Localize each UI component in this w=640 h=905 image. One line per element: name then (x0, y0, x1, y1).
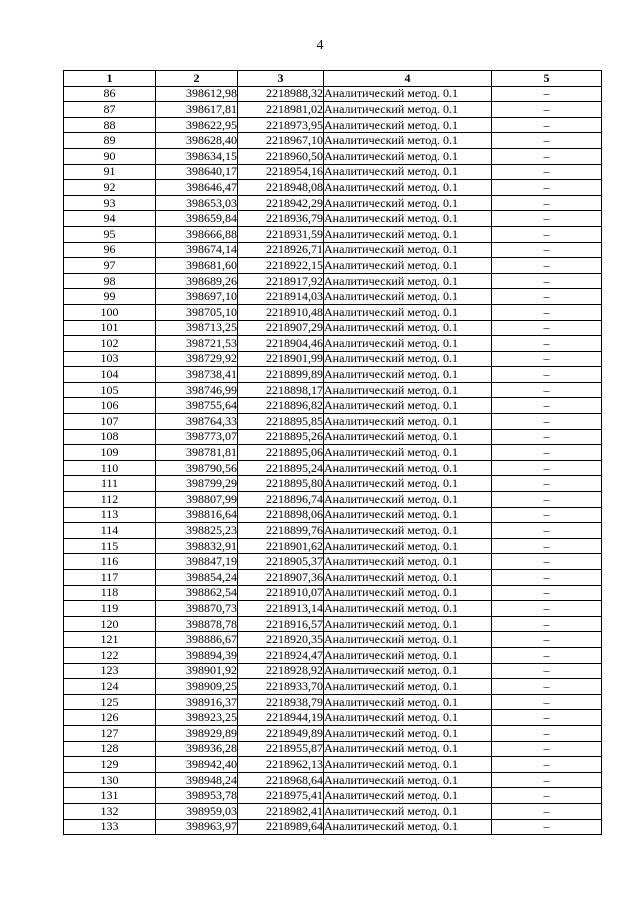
point-number-cell: 125 (64, 694, 156, 710)
method-cell: Аналитический метод. 0.1 (324, 788, 492, 804)
note-cell: – (492, 679, 602, 695)
x-coordinate-cell: 398816,64 (156, 507, 238, 523)
column-header-5: 5 (492, 71, 602, 87)
note-cell: – (492, 148, 602, 164)
x-coordinate-cell: 398738,41 (156, 367, 238, 383)
table-body (64, 86, 602, 835)
method-cell: Аналитический метод. 0.1 (324, 819, 492, 835)
y-coordinate-cell: 2218914,03 (238, 289, 324, 305)
method-cell: Аналитический метод. 0.1 (324, 398, 492, 414)
point-number-cell: 107 (64, 414, 156, 430)
y-coordinate-cell: 2218924,47 (238, 647, 324, 663)
point-number-cell: 110 (64, 460, 156, 476)
table-row (64, 710, 602, 726)
x-coordinate-cell: 398832,91 (156, 538, 238, 554)
x-coordinate-cell: 398799,29 (156, 476, 238, 492)
table-row (64, 398, 602, 414)
y-coordinate-cell: 2218936,79 (238, 211, 324, 227)
column-header-3: 3 (238, 71, 324, 87)
y-coordinate-cell: 2218949,89 (238, 725, 324, 741)
note-cell: – (492, 492, 602, 508)
y-coordinate-cell: 2218910,48 (238, 304, 324, 320)
method-cell: Аналитический метод. 0.1 (324, 663, 492, 679)
point-number-cell: 96 (64, 242, 156, 258)
y-coordinate-cell: 2218913,14 (238, 601, 324, 617)
table-row (64, 492, 602, 508)
y-coordinate-cell: 2218975,41 (238, 788, 324, 804)
point-number-cell: 131 (64, 788, 156, 804)
point-number-cell: 99 (64, 289, 156, 305)
table-row (64, 757, 602, 773)
point-number-cell: 111 (64, 476, 156, 492)
x-coordinate-cell: 398909,25 (156, 679, 238, 695)
table-row (64, 414, 602, 430)
note-cell: – (492, 195, 602, 211)
y-coordinate-cell: 2218907,29 (238, 320, 324, 336)
column-header-4: 4 (324, 71, 492, 87)
table-row (64, 211, 602, 227)
x-coordinate-cell: 398854,24 (156, 570, 238, 586)
method-cell: Аналитический метод. 0.1 (324, 725, 492, 741)
table-header-row (64, 71, 602, 87)
note-cell: – (492, 585, 602, 601)
table-row (64, 523, 602, 539)
method-cell: Аналитический метод. 0.1 (324, 164, 492, 180)
y-coordinate-cell: 2218916,57 (238, 616, 324, 632)
point-number-cell: 121 (64, 632, 156, 648)
note-cell: – (492, 351, 602, 367)
column-header-2: 2 (156, 71, 238, 87)
table-row (64, 367, 602, 383)
method-cell: Аналитический метод. 0.1 (324, 492, 492, 508)
table-row (64, 570, 602, 586)
table-row (64, 117, 602, 133)
note-cell: – (492, 554, 602, 570)
note-cell: – (492, 601, 602, 617)
point-number-cell: 117 (64, 570, 156, 586)
x-coordinate-cell: 398628,40 (156, 133, 238, 149)
y-coordinate-cell: 2218896,74 (238, 492, 324, 508)
x-coordinate-cell: 398790,56 (156, 460, 238, 476)
y-coordinate-cell: 2218898,17 (238, 382, 324, 398)
note-cell: – (492, 367, 602, 383)
method-cell: Аналитический метод. 0.1 (324, 601, 492, 617)
note-cell: – (492, 570, 602, 586)
table-row (64, 148, 602, 164)
table-row (64, 273, 602, 289)
method-cell: Аналитический метод. 0.1 (324, 632, 492, 648)
method-cell: Аналитический метод. 0.1 (324, 133, 492, 149)
note-cell: – (492, 289, 602, 305)
y-coordinate-cell: 2218942,29 (238, 195, 324, 211)
table-row (64, 585, 602, 601)
y-coordinate-cell: 2218904,46 (238, 336, 324, 352)
table-row (64, 304, 602, 320)
x-coordinate-cell: 398870,73 (156, 601, 238, 617)
note-cell: – (492, 445, 602, 461)
note-cell: – (492, 429, 602, 445)
x-coordinate-cell: 398847,19 (156, 554, 238, 570)
note-cell: – (492, 414, 602, 430)
y-coordinate-cell: 2218898,06 (238, 507, 324, 523)
table-row (64, 616, 602, 632)
method-cell: Аналитический метод. 0.1 (324, 803, 492, 819)
x-coordinate-cell: 398689,26 (156, 273, 238, 289)
y-coordinate-cell: 2218955,87 (238, 741, 324, 757)
point-number-cell: 109 (64, 445, 156, 461)
method-cell: Аналитический метод. 0.1 (324, 538, 492, 554)
method-cell: Аналитический метод. 0.1 (324, 226, 492, 242)
note-cell: – (492, 647, 602, 663)
x-coordinate-cell: 398697,10 (156, 289, 238, 305)
method-cell: Аналитический метод. 0.1 (324, 211, 492, 227)
table-row (64, 258, 602, 274)
method-cell: Аналитический метод. 0.1 (324, 414, 492, 430)
point-number-cell: 112 (64, 492, 156, 508)
x-coordinate-cell: 398634,15 (156, 148, 238, 164)
point-number-cell: 133 (64, 819, 156, 835)
point-number-cell: 124 (64, 679, 156, 695)
y-coordinate-cell: 2218928,92 (238, 663, 324, 679)
y-coordinate-cell: 2218926,71 (238, 242, 324, 258)
x-coordinate-cell: 398755,64 (156, 398, 238, 414)
point-number-cell: 114 (64, 523, 156, 539)
note-cell: – (492, 632, 602, 648)
y-coordinate-cell: 2218922,15 (238, 258, 324, 274)
x-coordinate-cell: 398825,23 (156, 523, 238, 539)
method-cell: Аналитический метод. 0.1 (324, 741, 492, 757)
note-cell: – (492, 86, 602, 102)
point-number-cell: 123 (64, 663, 156, 679)
point-number-cell: 92 (64, 180, 156, 196)
x-coordinate-cell: 398764,33 (156, 414, 238, 430)
table-row (64, 632, 602, 648)
table-row (64, 351, 602, 367)
x-coordinate-cell: 398612,98 (156, 86, 238, 102)
point-number-cell: 94 (64, 211, 156, 227)
method-cell: Аналитический метод. 0.1 (324, 476, 492, 492)
table-row (64, 725, 602, 741)
method-cell: Аналитический метод. 0.1 (324, 273, 492, 289)
x-coordinate-cell: 398729,92 (156, 351, 238, 367)
point-number-cell: 127 (64, 725, 156, 741)
y-coordinate-cell: 2218960,50 (238, 148, 324, 164)
x-coordinate-cell: 398713,25 (156, 320, 238, 336)
method-cell: Аналитический метод. 0.1 (324, 320, 492, 336)
note-cell: – (492, 663, 602, 679)
point-number-cell: 129 (64, 757, 156, 773)
y-coordinate-cell: 2218954,16 (238, 164, 324, 180)
y-coordinate-cell: 2218962,13 (238, 757, 324, 773)
note-cell: – (492, 304, 602, 320)
table-row (64, 164, 602, 180)
x-coordinate-cell: 398705,10 (156, 304, 238, 320)
note-cell: – (492, 336, 602, 352)
y-coordinate-cell: 2218931,59 (238, 226, 324, 242)
y-coordinate-cell: 2218905,37 (238, 554, 324, 570)
method-cell: Аналитический метод. 0.1 (324, 336, 492, 352)
x-coordinate-cell: 398929,89 (156, 725, 238, 741)
y-coordinate-cell: 2218895,06 (238, 445, 324, 461)
table-row (64, 195, 602, 211)
method-cell: Аналитический метод. 0.1 (324, 710, 492, 726)
table-row (64, 507, 602, 523)
note-cell: – (492, 382, 602, 398)
x-coordinate-cell: 398894,39 (156, 647, 238, 663)
x-coordinate-cell: 398781,81 (156, 445, 238, 461)
method-cell: Аналитический метод. 0.1 (324, 304, 492, 320)
point-number-cell: 91 (64, 164, 156, 180)
x-coordinate-cell: 398916,37 (156, 694, 238, 710)
table-row (64, 694, 602, 710)
y-coordinate-cell: 2218973,95 (238, 117, 324, 133)
point-number-cell: 93 (64, 195, 156, 211)
note-cell: – (492, 242, 602, 258)
y-coordinate-cell: 2218982,41 (238, 803, 324, 819)
y-coordinate-cell: 2218989,64 (238, 819, 324, 835)
y-coordinate-cell: 2218896,82 (238, 398, 324, 414)
y-coordinate-cell: 2218933,70 (238, 679, 324, 695)
table-row (64, 180, 602, 196)
note-cell: – (492, 102, 602, 118)
point-number-cell: 128 (64, 741, 156, 757)
x-coordinate-cell: 398936,28 (156, 741, 238, 757)
table-row (64, 382, 602, 398)
note-cell: – (492, 757, 602, 773)
table-row (64, 336, 602, 352)
point-number-cell: 90 (64, 148, 156, 164)
y-coordinate-cell: 2218944,19 (238, 710, 324, 726)
point-number-cell: 95 (64, 226, 156, 242)
point-number-cell: 97 (64, 258, 156, 274)
table-row (64, 289, 602, 305)
method-cell: Аналитический метод. 0.1 (324, 585, 492, 601)
table-row (64, 320, 602, 336)
method-cell: Аналитический метод. 0.1 (324, 554, 492, 570)
method-cell: Аналитический метод. 0.1 (324, 507, 492, 523)
method-cell: Аналитический метод. 0.1 (324, 86, 492, 102)
method-cell: Аналитический метод. 0.1 (324, 460, 492, 476)
table-row (64, 819, 602, 835)
column-header-1: 1 (64, 71, 156, 87)
method-cell: Аналитический метод. 0.1 (324, 757, 492, 773)
y-coordinate-cell: 2218981,02 (238, 102, 324, 118)
point-number-cell: 103 (64, 351, 156, 367)
table-row (64, 663, 602, 679)
table-row (64, 788, 602, 804)
x-coordinate-cell: 398746,99 (156, 382, 238, 398)
point-number-cell: 130 (64, 772, 156, 788)
y-coordinate-cell: 2218901,62 (238, 538, 324, 554)
table-row (64, 445, 602, 461)
note-cell: – (492, 803, 602, 819)
method-cell: Аналитический метод. 0.1 (324, 429, 492, 445)
method-cell: Аналитический метод. 0.1 (324, 367, 492, 383)
point-number-cell: 120 (64, 616, 156, 632)
method-cell: Аналитический метод. 0.1 (324, 117, 492, 133)
x-coordinate-cell: 398878,78 (156, 616, 238, 632)
y-coordinate-cell: 2218899,76 (238, 523, 324, 539)
note-cell: – (492, 398, 602, 414)
note-cell: – (492, 772, 602, 788)
table-row (64, 601, 602, 617)
table-row (64, 679, 602, 695)
x-coordinate-cell: 398862,54 (156, 585, 238, 601)
table-row (64, 86, 602, 102)
note-cell: – (492, 725, 602, 741)
x-coordinate-cell: 398622,95 (156, 117, 238, 133)
point-number-cell: 102 (64, 336, 156, 352)
method-cell: Аналитический метод. 0.1 (324, 351, 492, 367)
table-row (64, 803, 602, 819)
x-coordinate-cell: 398886,67 (156, 632, 238, 648)
x-coordinate-cell: 398659,84 (156, 211, 238, 227)
method-cell: Аналитический метод. 0.1 (324, 102, 492, 118)
table-row (64, 647, 602, 663)
note-cell: – (492, 460, 602, 476)
page-number: 4 (316, 38, 324, 53)
x-coordinate-cell: 398959,03 (156, 803, 238, 819)
y-coordinate-cell: 2218895,85 (238, 414, 324, 430)
point-number-cell: 100 (64, 304, 156, 320)
x-coordinate-cell: 398942,40 (156, 757, 238, 773)
x-coordinate-cell: 398681,60 (156, 258, 238, 274)
note-cell: – (492, 507, 602, 523)
point-number-cell: 108 (64, 429, 156, 445)
table-row (64, 772, 602, 788)
y-coordinate-cell: 2218895,26 (238, 429, 324, 445)
note-cell: – (492, 819, 602, 835)
method-cell: Аналитический метод. 0.1 (324, 258, 492, 274)
table-row (64, 429, 602, 445)
method-cell: Аналитический метод. 0.1 (324, 445, 492, 461)
point-number-cell: 118 (64, 585, 156, 601)
point-number-cell: 104 (64, 367, 156, 383)
method-cell: Аналитический метод. 0.1 (324, 616, 492, 632)
y-coordinate-cell: 2218899,89 (238, 367, 324, 383)
table-row (64, 102, 602, 118)
point-number-cell: 132 (64, 803, 156, 819)
note-cell: – (492, 273, 602, 289)
point-number-cell: 101 (64, 320, 156, 336)
note-cell: – (492, 133, 602, 149)
method-cell: Аналитический метод. 0.1 (324, 195, 492, 211)
note-cell: – (492, 710, 602, 726)
x-coordinate-cell: 398646,47 (156, 180, 238, 196)
x-coordinate-cell: 398666,88 (156, 226, 238, 242)
method-cell: Аналитический метод. 0.1 (324, 772, 492, 788)
y-coordinate-cell: 2218968,64 (238, 772, 324, 788)
table-row (64, 133, 602, 149)
coordinates-table (63, 70, 602, 835)
x-coordinate-cell: 398721,53 (156, 336, 238, 352)
point-number-cell: 126 (64, 710, 156, 726)
method-cell: Аналитический метод. 0.1 (324, 148, 492, 164)
note-cell: – (492, 226, 602, 242)
note-cell: – (492, 164, 602, 180)
method-cell: Аналитический метод. 0.1 (324, 523, 492, 539)
x-coordinate-cell: 398923,25 (156, 710, 238, 726)
y-coordinate-cell: 2218901,99 (238, 351, 324, 367)
y-coordinate-cell: 2218988,32 (238, 86, 324, 102)
point-number-cell: 122 (64, 647, 156, 663)
table-row (64, 460, 602, 476)
point-number-cell: 89 (64, 133, 156, 149)
point-number-cell: 106 (64, 398, 156, 414)
note-cell: – (492, 258, 602, 274)
note-cell: – (492, 694, 602, 710)
method-cell: Аналитический метод. 0.1 (324, 180, 492, 196)
point-number-cell: 88 (64, 117, 156, 133)
note-cell: – (492, 320, 602, 336)
point-number-cell: 113 (64, 507, 156, 523)
x-coordinate-cell: 398640,17 (156, 164, 238, 180)
note-cell: – (492, 741, 602, 757)
point-number-cell: 115 (64, 538, 156, 554)
note-cell: – (492, 211, 602, 227)
x-coordinate-cell: 398653,03 (156, 195, 238, 211)
note-cell: – (492, 538, 602, 554)
point-number-cell: 98 (64, 273, 156, 289)
table-row (64, 242, 602, 258)
table-row (64, 554, 602, 570)
note-cell: – (492, 523, 602, 539)
note-cell: – (492, 180, 602, 196)
x-coordinate-cell: 398773,07 (156, 429, 238, 445)
table-row (64, 741, 602, 757)
x-coordinate-cell: 398674,14 (156, 242, 238, 258)
method-cell: Аналитический метод. 0.1 (324, 242, 492, 258)
y-coordinate-cell: 2218907,36 (238, 570, 324, 586)
note-cell: – (492, 788, 602, 804)
x-coordinate-cell: 398901,92 (156, 663, 238, 679)
point-number-cell: 105 (64, 382, 156, 398)
table-row (64, 476, 602, 492)
y-coordinate-cell: 2218917,92 (238, 273, 324, 289)
table-row (64, 538, 602, 554)
note-cell: – (492, 476, 602, 492)
note-cell: – (492, 616, 602, 632)
y-coordinate-cell: 2218920,35 (238, 632, 324, 648)
method-cell: Аналитический метод. 0.1 (324, 289, 492, 305)
method-cell: Аналитический метод. 0.1 (324, 382, 492, 398)
y-coordinate-cell: 2218910,07 (238, 585, 324, 601)
point-number-cell: 119 (64, 601, 156, 617)
point-number-cell: 86 (64, 86, 156, 102)
point-number-cell: 87 (64, 102, 156, 118)
x-coordinate-cell: 398963,97 (156, 819, 238, 835)
method-cell: Аналитический метод. 0.1 (324, 570, 492, 586)
x-coordinate-cell: 398807,99 (156, 492, 238, 508)
y-coordinate-cell: 2218938,79 (238, 694, 324, 710)
method-cell: Аналитический метод. 0.1 (324, 647, 492, 663)
method-cell: Аналитический метод. 0.1 (324, 679, 492, 695)
y-coordinate-cell: 2218895,80 (238, 476, 324, 492)
x-coordinate-cell: 398617,81 (156, 102, 238, 118)
table-row (64, 226, 602, 242)
x-coordinate-cell: 398953,78 (156, 788, 238, 804)
x-coordinate-cell: 398948,24 (156, 772, 238, 788)
y-coordinate-cell: 2218895,24 (238, 460, 324, 476)
point-number-cell: 116 (64, 554, 156, 570)
note-cell: – (492, 117, 602, 133)
method-cell: Аналитический метод. 0.1 (324, 694, 492, 710)
y-coordinate-cell: 2218948,08 (238, 180, 324, 196)
y-coordinate-cell: 2218967,10 (238, 133, 324, 149)
